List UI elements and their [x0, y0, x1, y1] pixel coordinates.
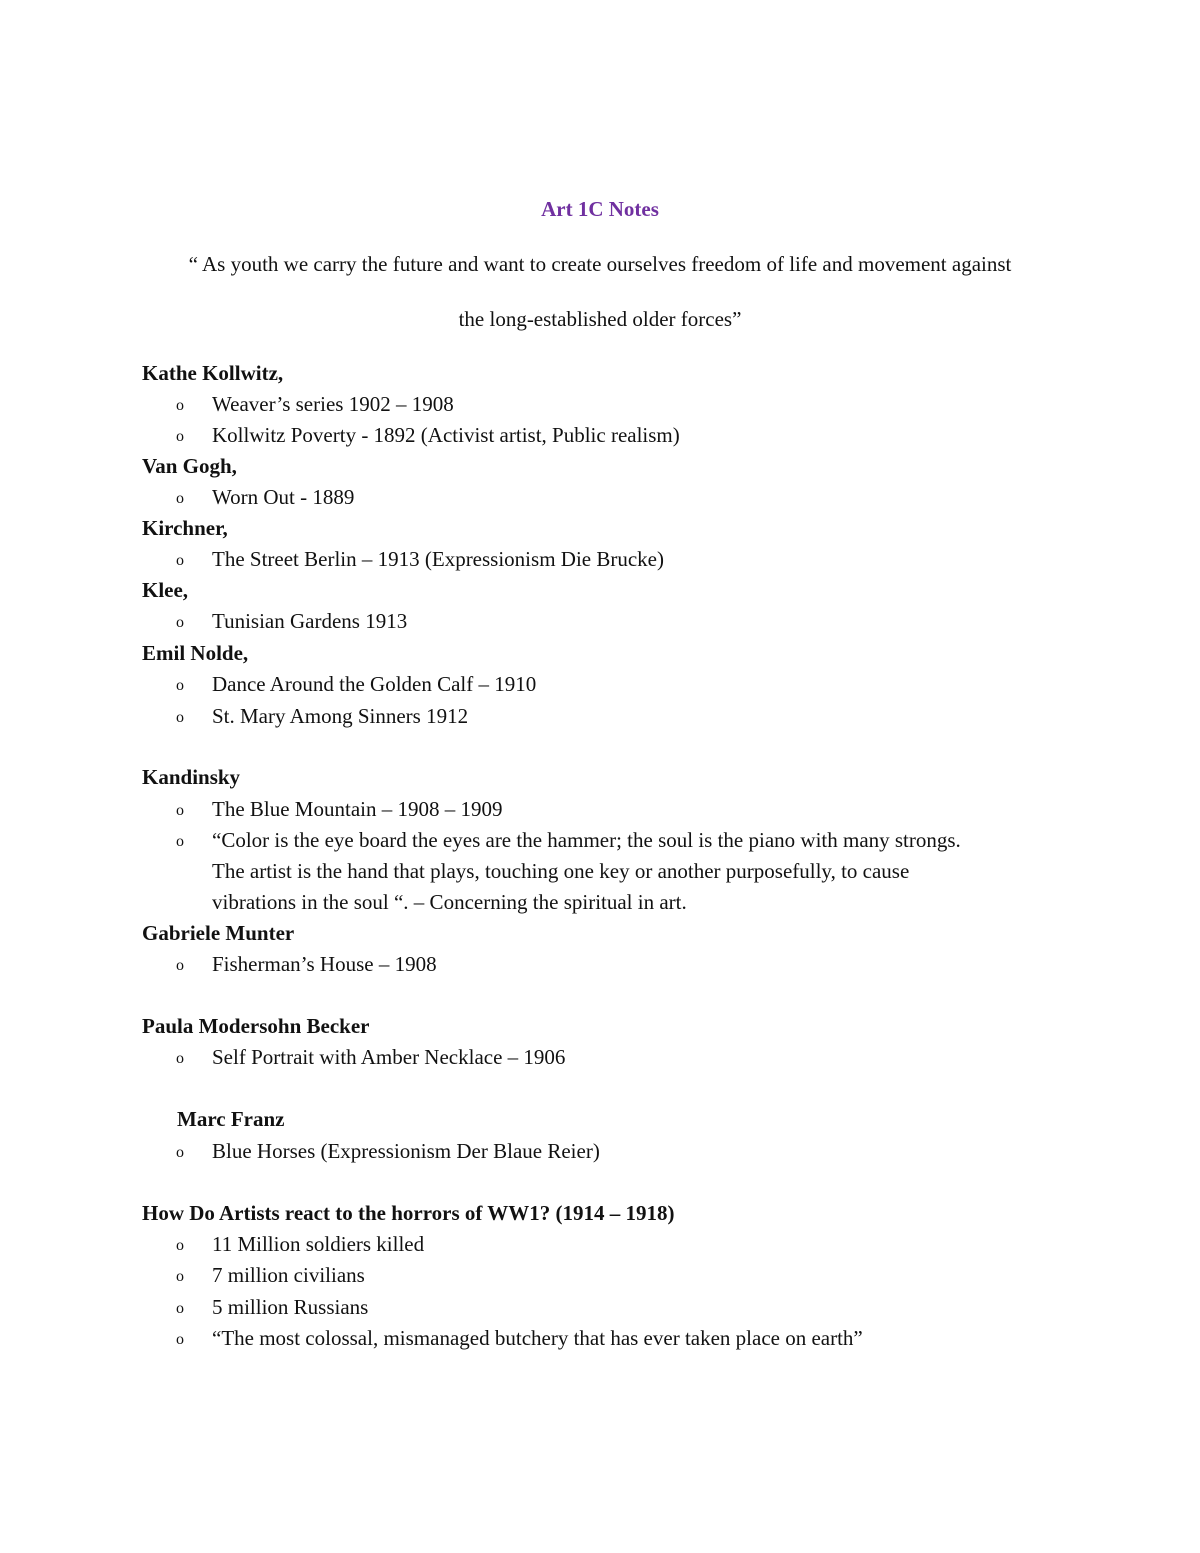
bullet-icon: o	[176, 1050, 184, 1067]
heading-nolde: Emil Nolde,	[142, 641, 249, 665]
quote-item-line-1: “Color is the eye board the eyes are the hammer; the soul is the piano with many strongs.	[212, 828, 961, 852]
list-item: 7 million civilians	[212, 1263, 365, 1287]
heading-munter: Gabriele Munter	[142, 921, 295, 945]
list-item: Weaver’s series 1902 – 1908	[212, 392, 454, 416]
list-item: Tunisian Gardens 1913	[212, 609, 408, 633]
list-item: Self Portrait with Amber Necklace – 1906	[212, 1045, 566, 1069]
bullet-icon: o	[176, 1300, 184, 1317]
list-item: Blue Horses (Expressionism Der Blaue Reier)	[212, 1139, 600, 1163]
bullet-icon: o	[176, 552, 184, 569]
bullet-icon: o	[176, 802, 184, 819]
bullet-icon: o	[176, 677, 184, 694]
list-item: 11 Million soldiers killed	[212, 1232, 425, 1256]
heading-franz: Marc Franz	[177, 1107, 285, 1131]
list-item: The Street Berlin – 1913 (Expressionism Die Brucke)	[212, 547, 664, 571]
bullet-icon: o	[176, 833, 184, 850]
bullet-icon: o	[176, 709, 184, 726]
page-title: Art 1C Notes	[541, 197, 659, 221]
list-item: Dance Around the Golden Calf – 1910	[212, 672, 537, 696]
quote-item-line-2: The artist is the hand that plays, touching one key or another purposefully, to cause	[212, 859, 910, 883]
opening-quote-line-2: the long-established older forces”	[458, 307, 742, 331]
bullet-icon: o	[176, 428, 184, 445]
heading-kollwitz: Kathe Kollwitz,	[142, 361, 284, 385]
heading-klee: Klee,	[142, 578, 189, 602]
list-item: 5 million Russians	[212, 1295, 369, 1319]
list-item: The Blue Mountain – 1908 – 1909	[212, 797, 503, 821]
bullet-icon: o	[176, 1331, 184, 1348]
bullet-icon: o	[176, 957, 184, 974]
bullet-icon: o	[176, 490, 184, 507]
quote-item-line-3: vibrations in the soul “. – Concerning the spiritual in art.	[212, 890, 687, 914]
list-item: “The most colossal, mismanaged butchery that has ever taken place on earth”	[212, 1326, 863, 1350]
bullet-icon: o	[176, 1268, 184, 1285]
bullet-icon: o	[176, 1237, 184, 1254]
list-item: Worn Out - 1889	[212, 485, 355, 509]
heading-kandinsky: Kandinsky	[142, 765, 241, 789]
bullet-icon: o	[176, 1144, 184, 1161]
heading-kirchner: Kirchner,	[142, 516, 228, 540]
heading-van-gogh: Van Gogh,	[142, 454, 237, 478]
bullet-icon: o	[176, 614, 184, 631]
list-item: St. Mary Among Sinners 1912	[212, 704, 469, 728]
heading-ww1: How Do Artists react to the horrors of WW1? (1914 – 1918)	[142, 1201, 675, 1225]
bullet-icon: o	[176, 397, 184, 414]
list-item: Kollwitz Poverty - 1892 (Activist artist, Public realism)	[212, 423, 680, 447]
opening-quote-line-1: “ As youth we carry the future and want to create ourselves freedom of life and movement against	[188, 252, 1012, 276]
heading-becker: Paula Modersohn Becker	[142, 1014, 370, 1038]
list-item: Fisherman’s House – 1908	[212, 952, 437, 976]
